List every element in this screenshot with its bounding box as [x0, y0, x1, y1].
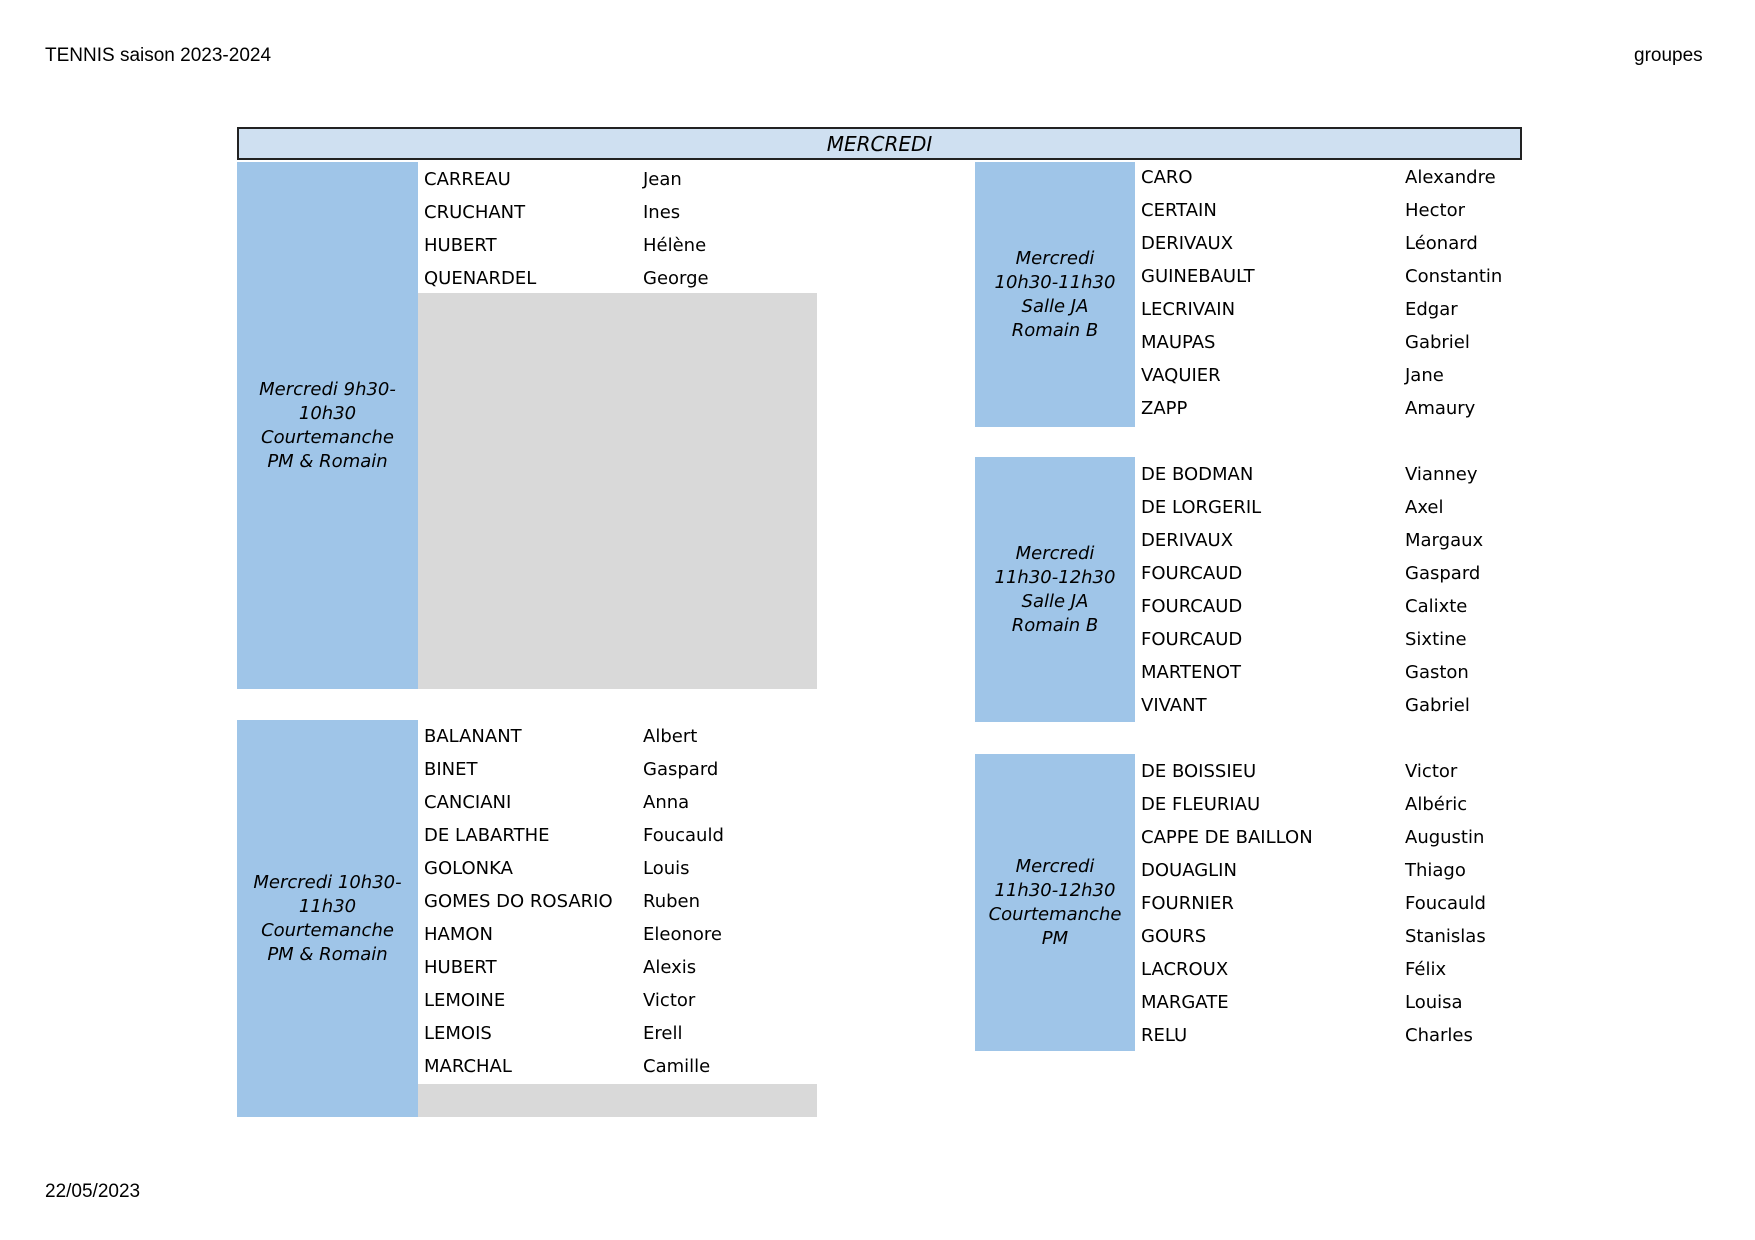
- player-first-name: Ines: [643, 202, 681, 223]
- empty-slot-area: [418, 293, 817, 689]
- player-last-name: GOURS: [1141, 926, 1207, 947]
- player-last-name: CARREAU: [424, 169, 511, 190]
- player-first-name: Hector: [1405, 200, 1465, 221]
- player-first-name: Gabriel: [1405, 695, 1470, 716]
- player-first-name: Ruben: [643, 891, 701, 912]
- player-last-name: HUBERT: [424, 957, 497, 978]
- player-first-name: Alexis: [643, 957, 697, 978]
- player-last-name: DERIVAUX: [1141, 530, 1234, 551]
- group-label-line: 11h30-12h30: [994, 566, 1116, 588]
- player-first-name: Foucauld: [1405, 893, 1486, 914]
- player-first-name: Jane: [1405, 365, 1444, 386]
- group-label: [975, 162, 1135, 427]
- player-last-name: DE LORGERIL: [1141, 497, 1262, 518]
- group-label-line: Romain B: [1011, 319, 1099, 341]
- group-label-line: 10h30-11h30: [994, 271, 1116, 293]
- player-last-name: VAQUIER: [1141, 365, 1221, 386]
- player-last-name: ZAPP: [1141, 398, 1188, 419]
- player-first-name: Sixtine: [1405, 629, 1467, 650]
- group-label-line: Courtemanche: [261, 919, 394, 941]
- player-first-name: Edgar: [1405, 299, 1458, 320]
- player-last-name: FOURCAUD: [1141, 596, 1243, 617]
- player-last-name: VIVANT: [1141, 695, 1207, 716]
- page-title: TENNIS saison 2023-2024: [45, 45, 272, 66]
- player-first-name: Eleonore: [643, 924, 722, 945]
- player-last-name: GOLONKA: [424, 858, 513, 879]
- player-first-name: Calixte: [1405, 596, 1468, 617]
- group-label-line: PM & Romain: [267, 450, 388, 472]
- player-first-name: Alexandre: [1405, 167, 1496, 188]
- player-last-name: FOURCAUD: [1141, 629, 1243, 650]
- player-last-name: DE FLEURIAU: [1141, 794, 1261, 815]
- player-first-name: Gabriel: [1405, 332, 1470, 353]
- player-row: [0, 720, 698, 753]
- group-label-line: Mercredi 10h30-: [253, 871, 402, 893]
- player-first-name: Gaspard: [643, 759, 719, 780]
- player-first-name: Constantin: [1405, 266, 1503, 287]
- player-last-name: DOUAGLIN: [1141, 860, 1237, 881]
- player-last-name: CAPPE DE BAILLON: [1141, 827, 1313, 848]
- player-row: [0, 689, 1470, 722]
- group-label: [237, 720, 418, 1117]
- player-last-name: GUINEBAULT: [1141, 266, 1255, 287]
- group-label-line: Mercredi: [1015, 855, 1095, 877]
- player-last-name: BINET: [424, 759, 478, 780]
- player-row: [0, 656, 1469, 689]
- player-first-name: Léonard: [1405, 233, 1478, 254]
- player-first-name: Amaury: [1405, 398, 1476, 419]
- player-last-name: FOURCAUD: [1141, 563, 1243, 584]
- group-label-line: Mercredi: [1015, 542, 1095, 564]
- player-last-name: BALANANT: [424, 726, 522, 747]
- player-last-name: CARO: [1141, 167, 1193, 188]
- player-last-name: DERIVAUX: [1141, 233, 1234, 254]
- player-last-name: LACROUX: [1141, 959, 1229, 980]
- player-first-name: Louis: [643, 858, 690, 879]
- player-last-name: RELU: [1141, 1025, 1188, 1046]
- group-label-line: Mercredi: [1015, 247, 1095, 269]
- player-last-name: QUENARDEL: [424, 268, 537, 289]
- player-first-name: Jean: [643, 169, 682, 190]
- group-label-line: Salle JA: [1021, 295, 1089, 317]
- player-first-name: Victor: [1405, 761, 1458, 782]
- player-first-name: Albéric: [1405, 794, 1468, 815]
- print-date: 22/05/2023: [45, 1181, 141, 1202]
- player-first-name: Victor: [643, 990, 696, 1011]
- group-label-line: 11h30-12h30: [994, 879, 1116, 901]
- group-label: [975, 457, 1135, 722]
- player-last-name: DE BOISSIEU: [1141, 761, 1257, 782]
- player-last-name: CERTAIN: [1141, 200, 1217, 221]
- group-label-line: Romain B: [1011, 614, 1099, 636]
- player-first-name: Albert: [643, 726, 698, 747]
- player-first-name: Gaston: [1405, 662, 1469, 683]
- player-first-name: Louisa: [1405, 992, 1463, 1013]
- player-last-name: MAUPAS: [1141, 332, 1216, 353]
- player-first-name: Stanislas: [1405, 926, 1486, 947]
- player-last-name: HAMON: [424, 924, 494, 945]
- empty-slot-area: [418, 1084, 817, 1117]
- player-row: [0, 491, 1444, 524]
- player-last-name: CRUCHANT: [424, 202, 526, 223]
- player-row: [0, 1050, 711, 1083]
- player-first-name: George: [643, 268, 709, 289]
- player-first-name: Vianney: [1405, 464, 1478, 485]
- player-first-name: Anna: [643, 792, 690, 813]
- player-first-name: Gaspard: [1405, 563, 1481, 584]
- group-label-line: Salle JA: [1021, 590, 1089, 612]
- player-last-name: HUBERT: [424, 235, 497, 256]
- player-first-name: Axel: [1405, 497, 1444, 518]
- player-first-name: Charles: [1405, 1025, 1473, 1046]
- day-banner: MERCREDI: [237, 127, 1522, 160]
- group-label-line: Mercredi 9h30-: [259, 378, 396, 400]
- player-first-name: Margaux: [1405, 530, 1484, 551]
- player-last-name: DE BODMAN: [1141, 464, 1254, 485]
- player-first-name: Thiago: [1405, 860, 1466, 881]
- player-last-name: DE LABARTHE: [424, 825, 550, 846]
- player-last-name: MARTENOT: [1141, 662, 1242, 683]
- player-last-name: MARGATE: [1141, 992, 1229, 1013]
- player-first-name: Camille: [643, 1056, 711, 1077]
- player-last-name: LECRIVAIN: [1141, 299, 1236, 320]
- player-last-name: CANCIANI: [424, 792, 512, 813]
- group-label-line: PM: [1041, 927, 1069, 949]
- group-label-line: Courtemanche: [988, 903, 1122, 925]
- player-last-name: LEMOIS: [424, 1023, 492, 1044]
- group-label-line: 11h30: [298, 895, 357, 917]
- group-label: [237, 162, 418, 689]
- player-last-name: LEMOINE: [424, 990, 506, 1011]
- player-last-name: MARCHAL: [424, 1056, 512, 1077]
- group-label: [975, 754, 1135, 1051]
- group-label-line: Courtemanche: [261, 426, 394, 448]
- player-first-name: Augustin: [1405, 827, 1485, 848]
- group-label-line: 10h30: [298, 402, 357, 424]
- player-last-name: FOURNIER: [1141, 893, 1234, 914]
- player-last-name: GOMES DO ROSARIO: [424, 891, 613, 912]
- group-label-line: PM & Romain: [267, 943, 388, 965]
- page-header-right: groupes: [1634, 45, 1703, 66]
- player-first-name: Foucauld: [643, 825, 724, 846]
- player-first-name: Félix: [1405, 959, 1447, 980]
- player-first-name: Erell: [643, 1023, 683, 1044]
- player-first-name: Hélène: [643, 235, 707, 256]
